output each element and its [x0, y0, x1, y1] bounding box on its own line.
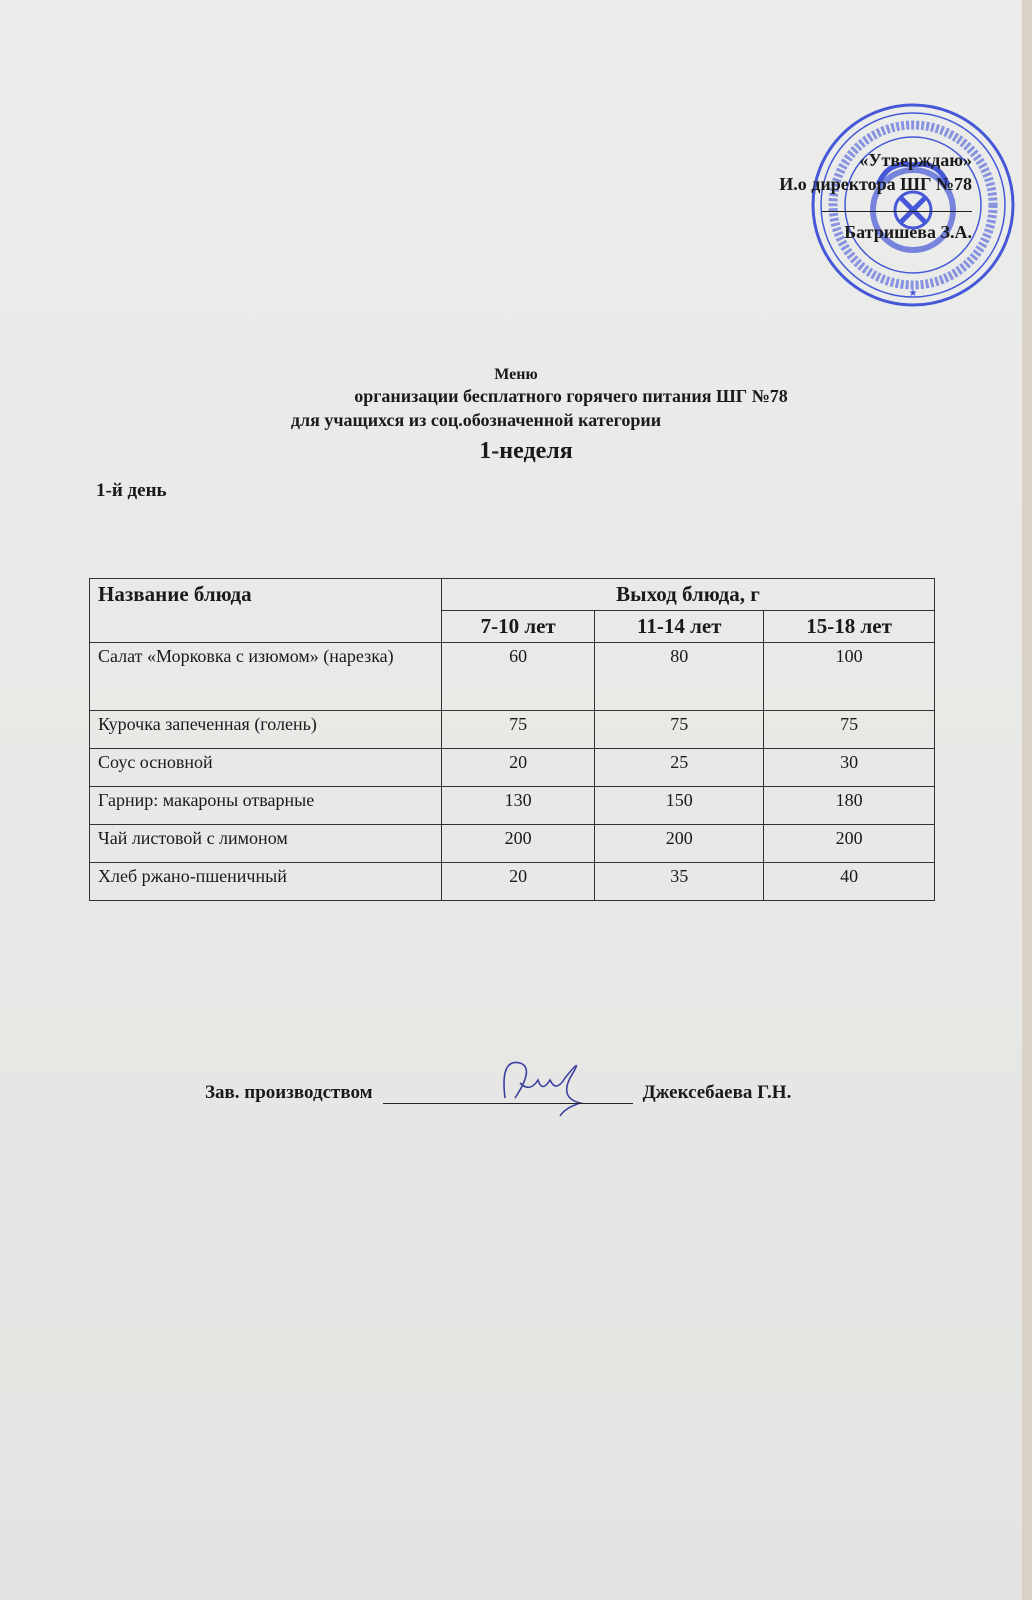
value-11-14: 75 — [595, 711, 764, 749]
dish-name: Соус основной — [90, 749, 442, 787]
value-15-18: 200 — [764, 825, 935, 863]
value-11-14: 150 — [595, 787, 764, 825]
table-row — [90, 643, 935, 711]
value-15-18: 75 — [764, 711, 935, 749]
approver-position: И.о директора ШГ №78 — [779, 174, 972, 194]
signature-line — [383, 1083, 633, 1104]
page-edge — [1022, 0, 1032, 1600]
value-11-14: 25 — [595, 749, 764, 787]
menu-subtitle: организации бесплатного горячего питания ШГ №78 — [354, 386, 788, 406]
age-group-1: 7-10 лет — [442, 611, 595, 643]
table-row — [90, 787, 935, 825]
age-group-3: 15-18 лет — [764, 611, 935, 643]
dish-name: Хлеб ржано-пшеничный — [90, 863, 442, 901]
value-7-10: 20 — [442, 863, 595, 901]
table-row — [90, 825, 935, 863]
value-7-10: 60 — [442, 643, 595, 711]
dish-name: Гарнир: макароны отварные — [90, 787, 442, 825]
day-label: 1-й день — [96, 480, 167, 501]
svg-text:★: ★ — [908, 288, 918, 299]
week-label: 1-неделя — [479, 438, 573, 464]
signature-block — [205, 1082, 791, 1104]
value-11-14: 80 — [595, 643, 764, 711]
age-group-2: 11-14 лет — [595, 611, 764, 643]
value-7-10: 130 — [442, 787, 595, 825]
menu-table — [89, 578, 935, 901]
value-7-10: 200 — [442, 825, 595, 863]
value-7-10: 20 — [442, 749, 595, 787]
menu-category: для учащихся из соц.обозначенной категории — [290, 410, 662, 430]
dish-name: Чай листовой с лимоном — [90, 825, 442, 863]
approval-signature-line — [822, 211, 972, 212]
menu-title: Меню — [494, 366, 538, 383]
table-row — [90, 749, 935, 787]
col-dish-name: Название блюда — [90, 579, 442, 643]
value-15-18: 180 — [764, 787, 935, 825]
value-7-10: 75 — [442, 711, 595, 749]
value-11-14: 35 — [595, 863, 764, 901]
value-11-14: 200 — [595, 825, 764, 863]
table-row — [90, 711, 935, 749]
approver-name: Батришева З.А. — [844, 222, 972, 242]
value-15-18: 30 — [764, 749, 935, 787]
value-15-18: 40 — [764, 863, 935, 901]
table-row — [90, 863, 935, 901]
signature-name: Джексебаева Г.Н. — [642, 1082, 792, 1103]
approve-label: «Утверждаю» — [859, 150, 972, 170]
signature-role: Зав. производством — [205, 1082, 373, 1103]
approval-block — [779, 148, 972, 244]
value-15-18: 100 — [764, 643, 935, 711]
dish-name: Курочка запеченная (голень) — [90, 711, 442, 749]
dish-name: Салат «Морковка с изюмом» (нарезка) — [90, 643, 442, 711]
table-header-row — [90, 579, 935, 611]
col-output: Выход блюда, г — [442, 579, 935, 611]
